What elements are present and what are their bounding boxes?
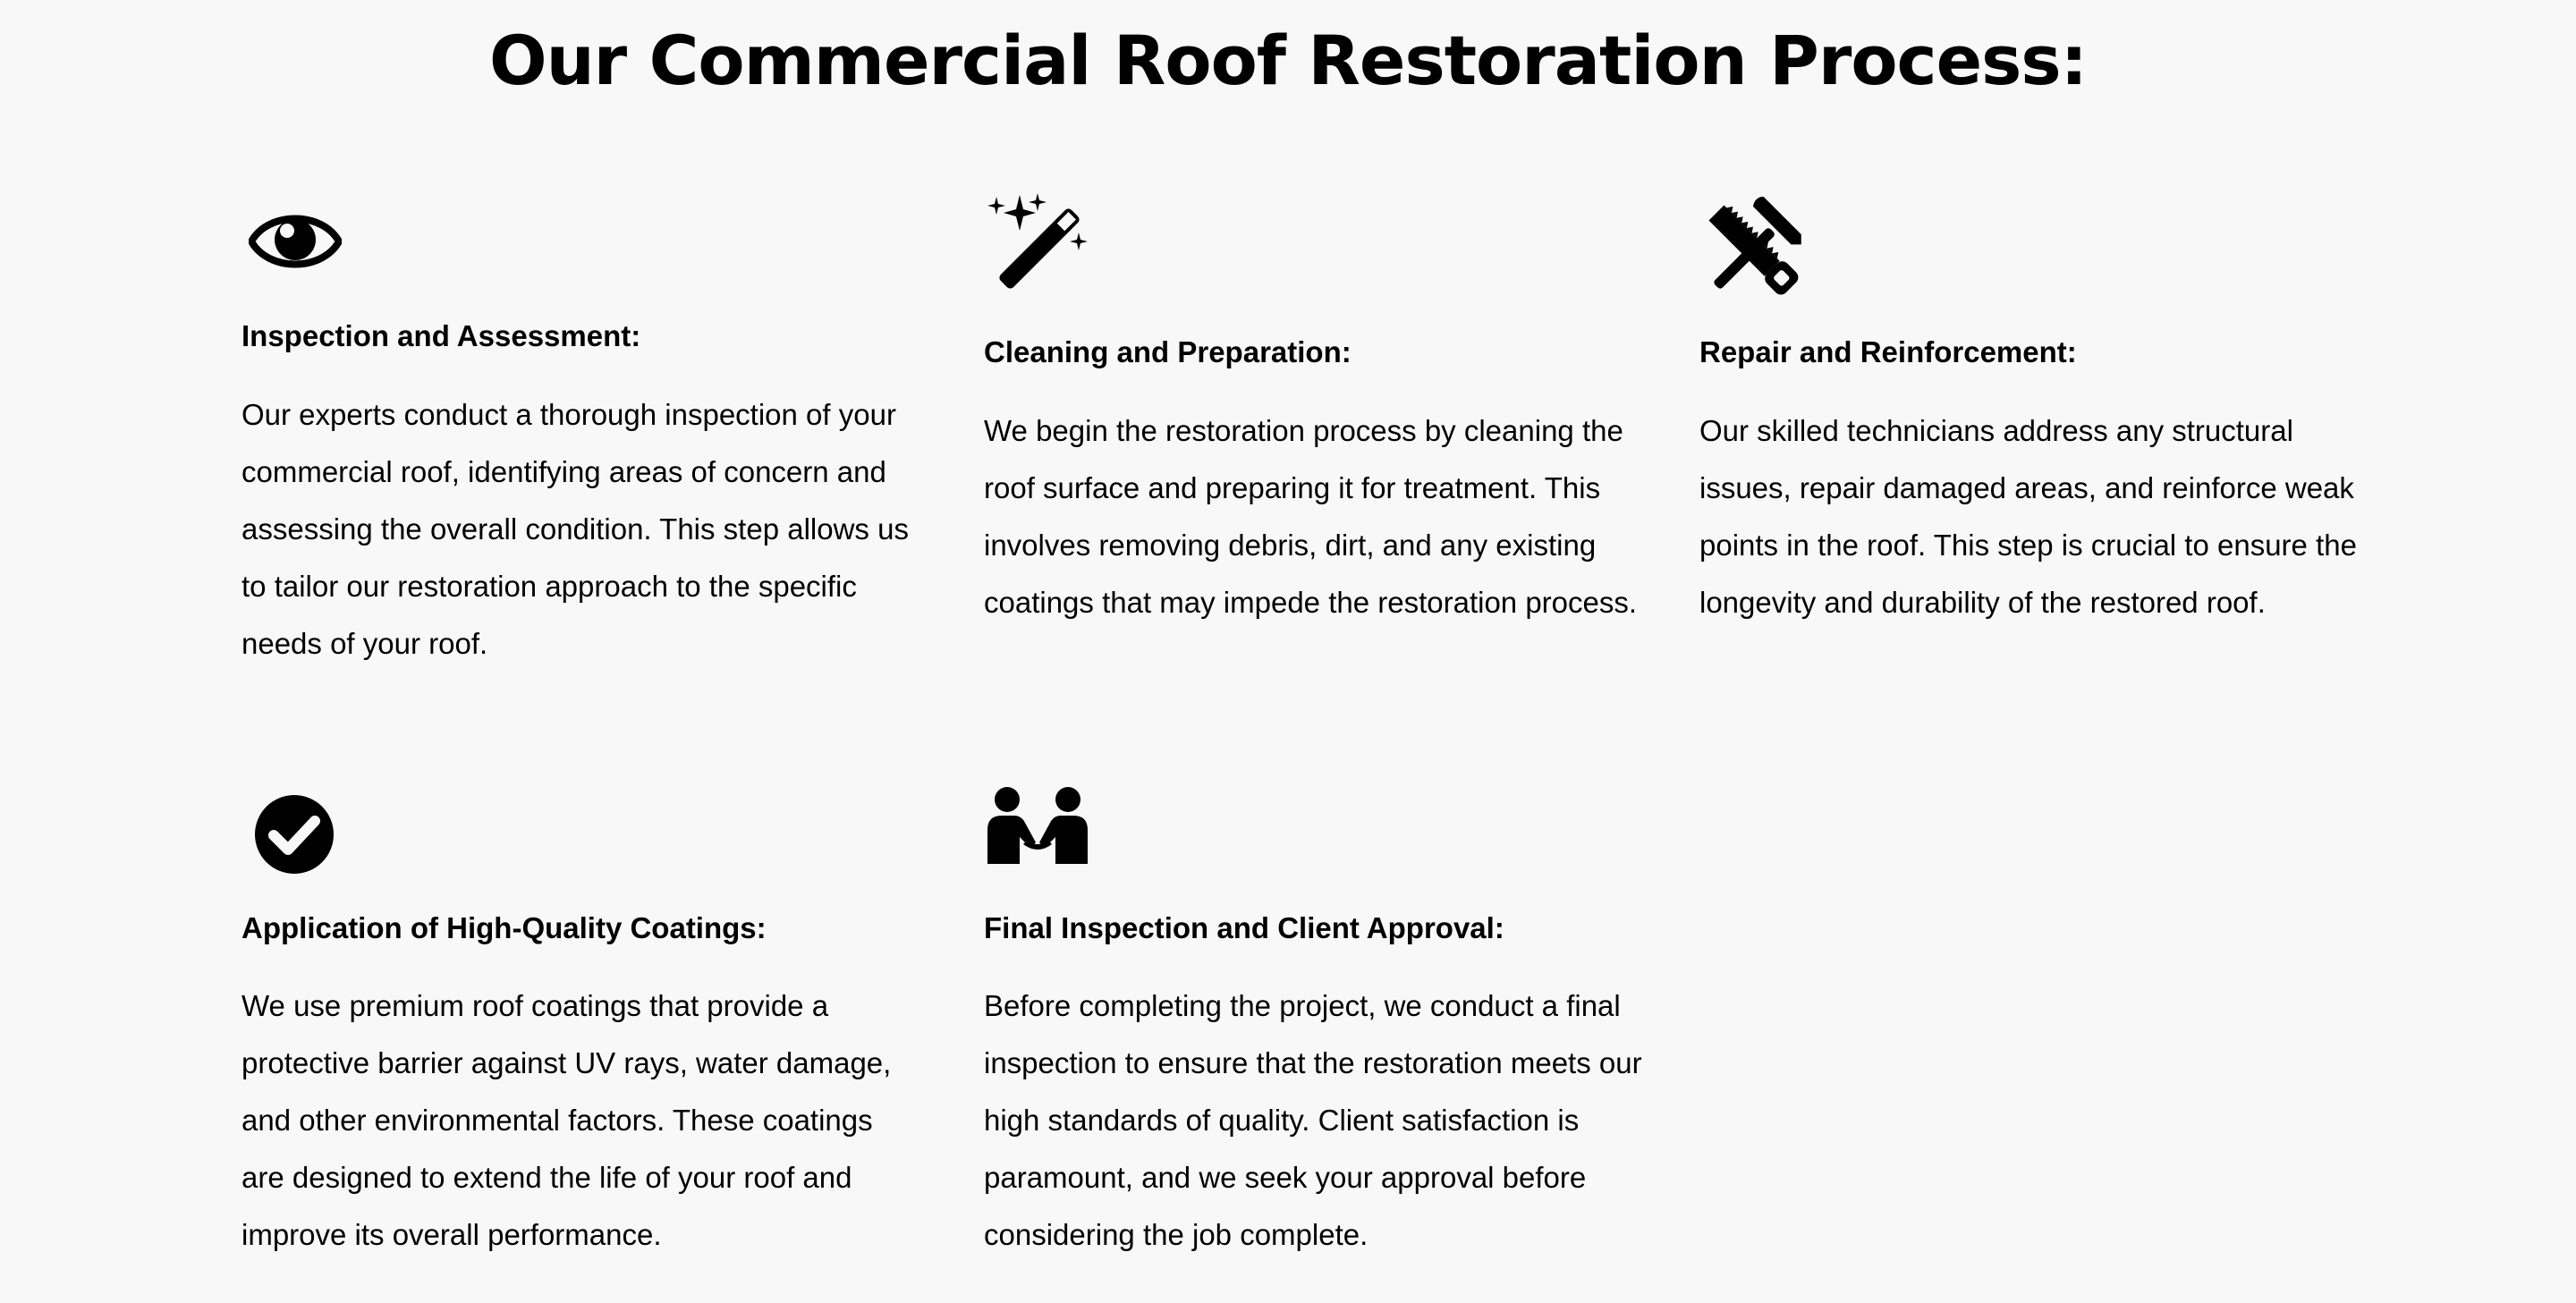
handshake-people-icon <box>984 787 1091 864</box>
step-heading: Application of High-Quality Coatings: <box>242 911 767 944</box>
eye-icon <box>249 207 342 275</box>
step-heading: Final Inspection and Client Approval: <box>984 911 1504 944</box>
step-description: Before completing the project, we conduct a final inspection to ensure that the restoration meets our high standards of quality. Client satisfaction is paramount, and we seek your approval before considering the job complete. <box>984 989 1642 1251</box>
step-description: Our experts conduct a thorough inspection of your commercial roof, identifying areas of concern and assessing the overall condition. This step allows us to tailor our restoration approach to the specific needs of your roof. <box>242 398 909 660</box>
page-title: Our Commercial Roof Restoration Process: <box>488 21 2088 100</box>
step-heading: Repair and Reinforcement: <box>1699 335 2077 368</box>
step-description: We use premium roof coatings that provide a protective barrier against UV rays, water damage, and other environmental factors. These coatings are designed to extend the life of your roof and improve its overall performance. <box>242 989 892 1251</box>
step-description: We begin the restoration process by cleaning the roof surface and preparing it for treatment. This involves removing debris, dirt, and any existing coatings that may impede the restoration process. <box>984 414 1638 619</box>
step-heading: Cleaning and Preparation: <box>984 335 1352 368</box>
step-heading: Inspection and Assessment: <box>242 319 641 352</box>
magic-wand-icon <box>986 193 1088 297</box>
hammer-saw-tools-icon <box>1699 197 1807 302</box>
check-circle-icon <box>254 794 335 875</box>
step-description: Our skilled technicians address any structural issues, repair damaged areas, and reinforce weak points in the roof. This step is crucial to ensure the longevity and durability of the restored roof. <box>1699 414 2357 619</box>
